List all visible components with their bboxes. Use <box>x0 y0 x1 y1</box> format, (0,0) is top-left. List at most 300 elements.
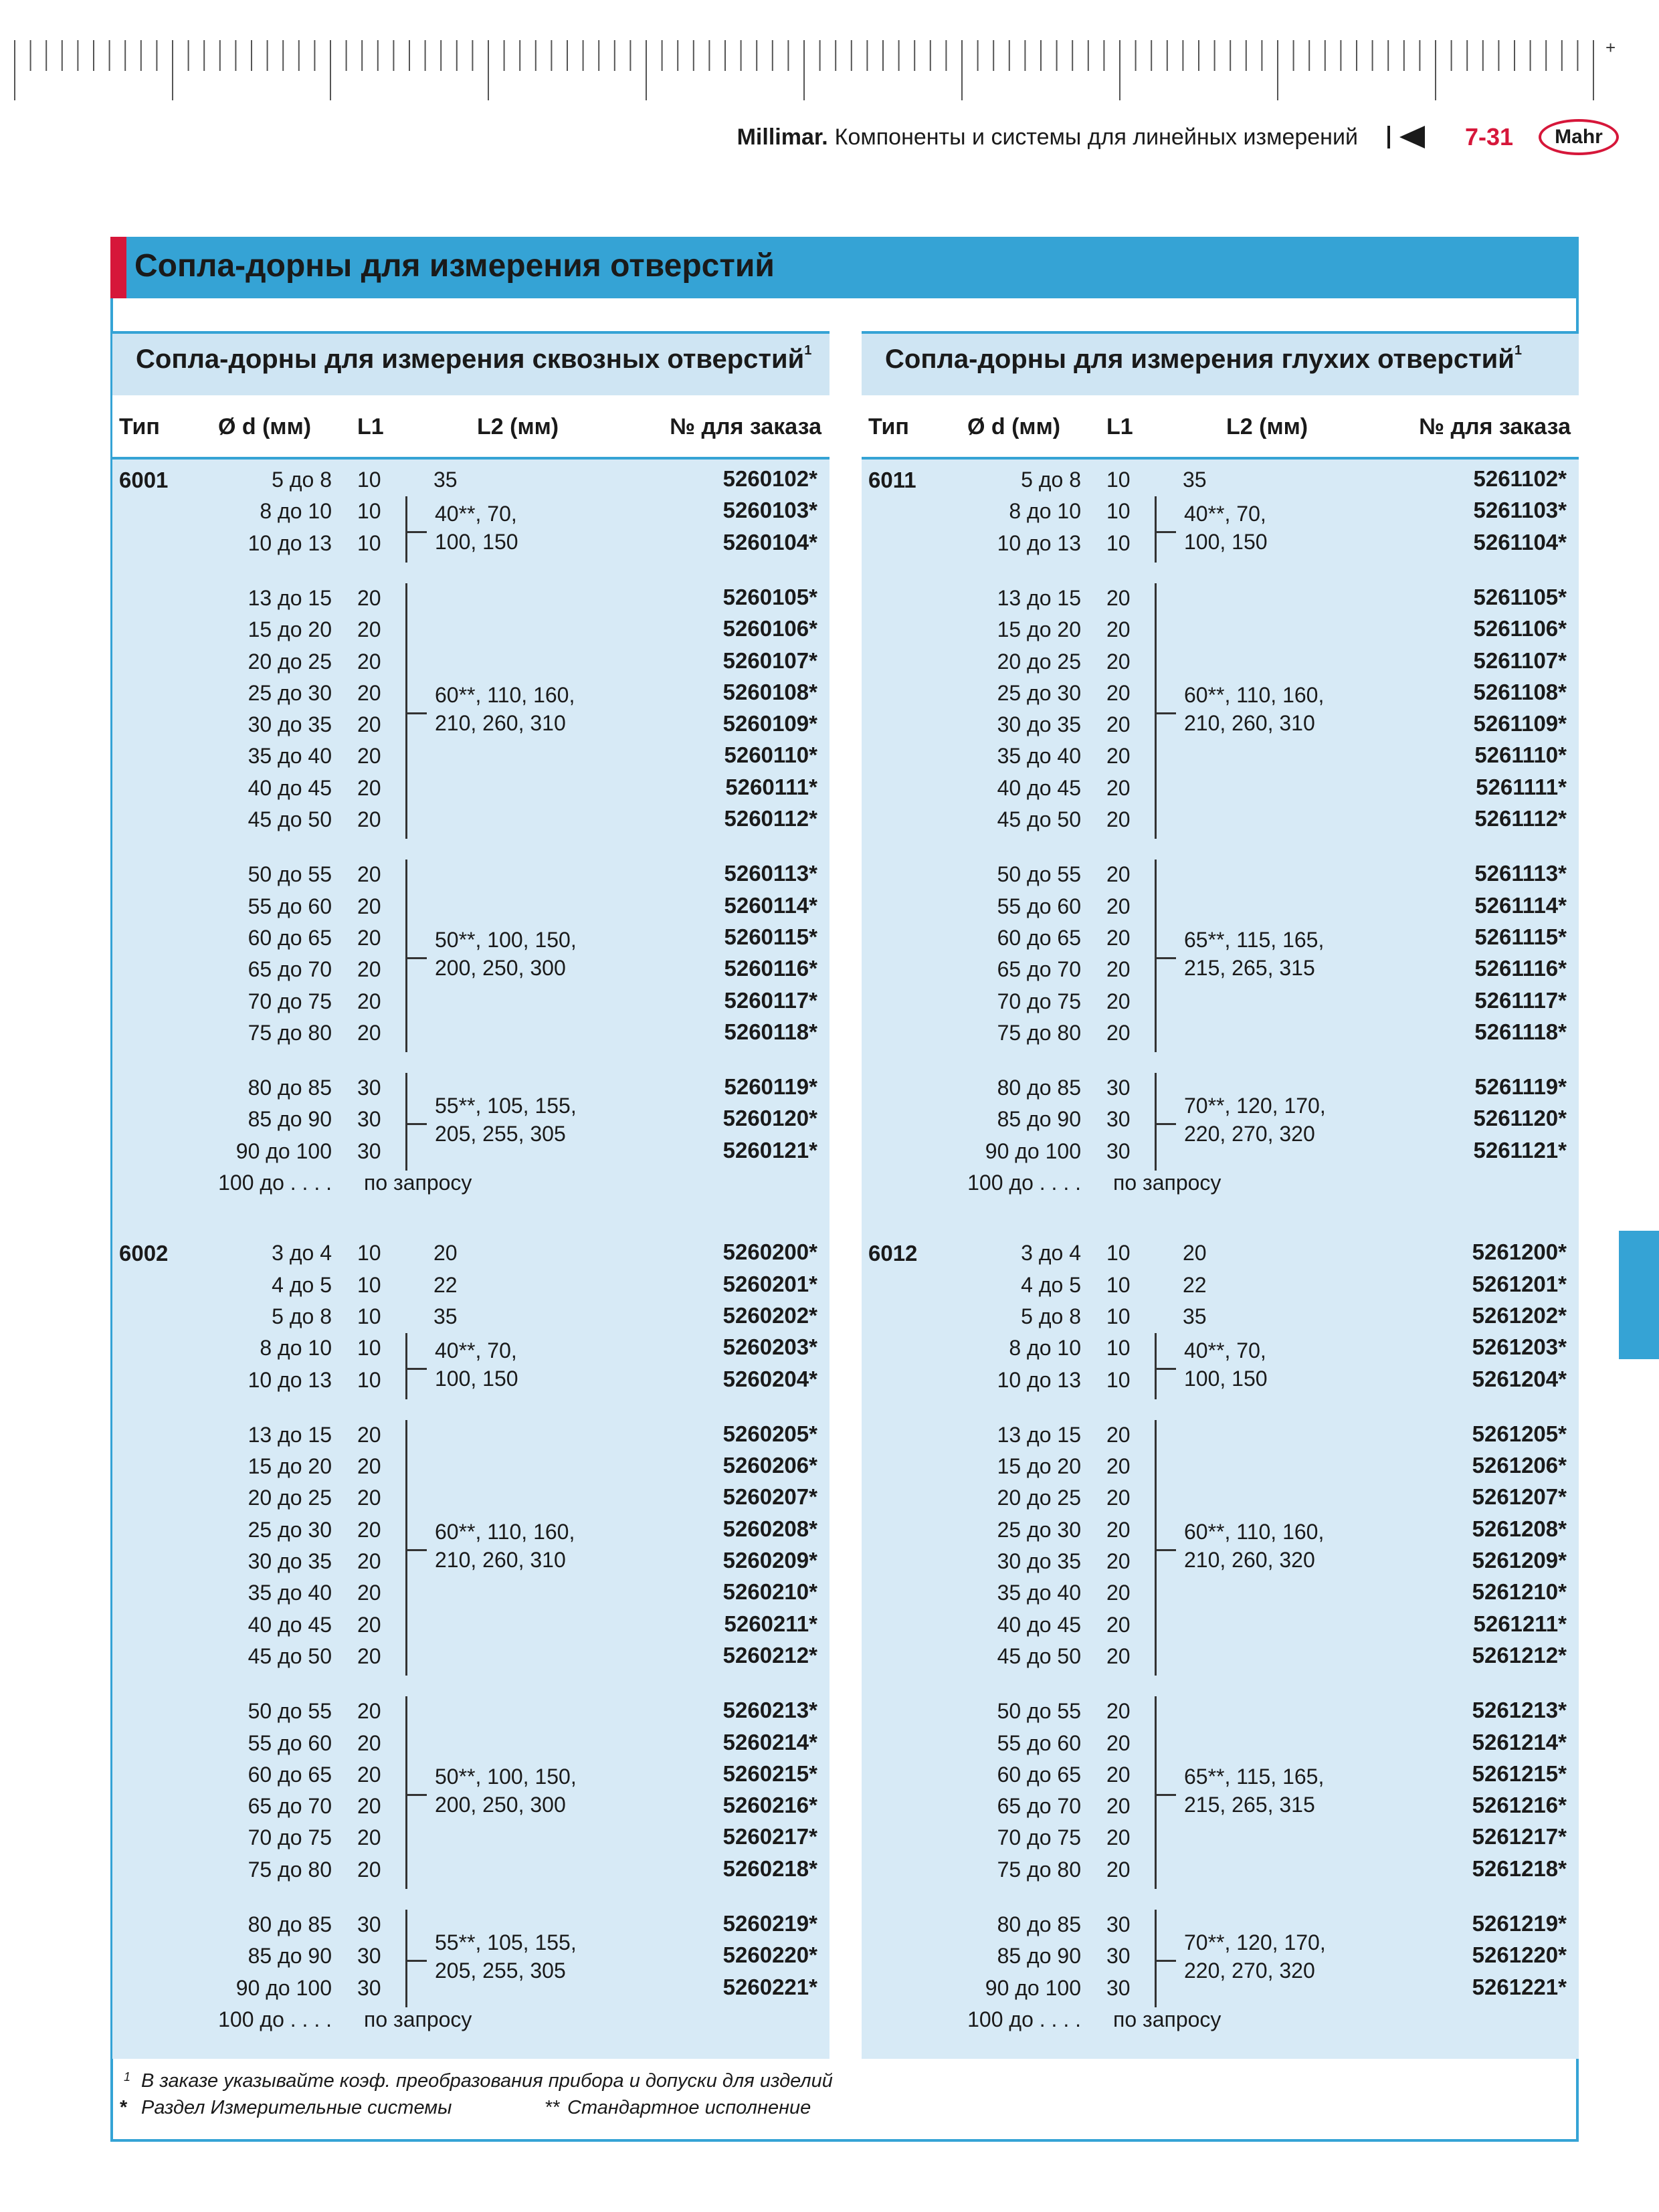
order-number: 5260213* <box>722 1698 817 1723</box>
l2-options: 60**, 110, 160, <box>435 1520 575 1544</box>
bracket-line <box>405 496 407 563</box>
table-row <box>112 617 830 649</box>
order-number: 5261220* <box>1472 1942 1567 1968</box>
bracket-tick <box>1156 957 1176 959</box>
table-row <box>862 1454 1579 1486</box>
order-number: 5260102* <box>722 466 817 491</box>
diameter-range: 8 до 10 <box>1009 499 1081 524</box>
l2-options: 70**, 120, 170, <box>1184 1094 1326 1118</box>
diameter-range: 65 до 70 <box>248 957 332 982</box>
diameter-range: 60 до 65 <box>997 925 1081 950</box>
bracket-tick <box>407 1123 427 1125</box>
l2-value: 35 <box>1183 1304 1207 1328</box>
table-column-headers <box>862 395 1579 460</box>
l1-value: 20 <box>357 617 381 642</box>
header-brand: Millimar. <box>737 124 828 150</box>
diameter-range: 70 до 75 <box>248 989 332 1013</box>
table-row <box>112 1857 830 1889</box>
table-row <box>112 1825 830 1857</box>
l1-value: 20 <box>357 1612 381 1637</box>
bracket-tick <box>407 712 427 714</box>
order-number: 5261219* <box>1472 1911 1567 1936</box>
column-header-l1: L1 <box>1106 414 1133 439</box>
column-header-d: Ø d (мм) <box>218 414 312 439</box>
order-number: 5261106* <box>1473 616 1567 641</box>
diameter-range: 25 до 30 <box>248 1517 332 1542</box>
diameter-range: 25 до 30 <box>997 680 1081 705</box>
l1-value: 20 <box>357 1517 381 1542</box>
diameter-range: 3 до 4 <box>1021 1241 1081 1266</box>
footnote-1 <box>124 2070 130 2094</box>
l2-options: 55**, 105, 155, <box>435 1094 577 1118</box>
l2-options: 55**, 105, 155, <box>435 1930 577 1954</box>
page-header <box>737 114 1619 161</box>
diameter-range: 15 до 20 <box>997 1454 1081 1479</box>
diameter-range: 65 до 70 <box>997 957 1081 982</box>
l1-value: 20 <box>357 1643 381 1668</box>
l1-value: 20 <box>357 1730 381 1755</box>
order-number: 5260210* <box>722 1579 817 1605</box>
order-number: 5260104* <box>722 529 817 555</box>
diameter-range: 70 до 75 <box>997 1825 1081 1850</box>
bracket-line <box>1155 1073 1157 1171</box>
type-label: 6001 <box>119 468 169 492</box>
diameter-range: 25 до 30 <box>997 1517 1081 1542</box>
order-number: 5261109* <box>1473 711 1567 736</box>
diameter-range: 20 до 25 <box>248 649 332 674</box>
l1-value: 30 <box>357 1912 381 1936</box>
l1-value: 20 <box>357 989 381 1013</box>
order-number: 5260108* <box>722 679 817 704</box>
table-row <box>112 1241 830 1272</box>
order-number: 5261210* <box>1472 1579 1567 1605</box>
l1-value: 20 <box>357 1422 381 1447</box>
l1-value: 20 <box>1106 1699 1131 1724</box>
bracket-tick <box>1156 1960 1176 1962</box>
table-heading-label: Сопла-дорны для измерения сквозных отверстий <box>136 344 805 374</box>
l1-value: 10 <box>1106 468 1131 492</box>
order-number: 5260220* <box>722 1942 817 1968</box>
diameter-range: 35 до 40 <box>997 1581 1081 1605</box>
table-heading-text <box>136 344 811 375</box>
order-number: 5260118* <box>724 1019 817 1044</box>
table-column-1 <box>112 331 830 2070</box>
diameter-range: 40 до 45 <box>248 775 332 800</box>
bracket-tick <box>1156 1368 1176 1370</box>
l2-options: 100, 150 <box>1184 1366 1268 1391</box>
header-description: Компоненты и системы для линейных измерений <box>834 124 1358 150</box>
chapter-tab <box>1619 1231 1659 1359</box>
diameter-range: 30 до 35 <box>997 1549 1081 1573</box>
table-heading <box>112 331 830 395</box>
order-number: 5261221* <box>1472 1974 1567 1999</box>
diameter-range: 100 до . . . . <box>967 1171 1081 1195</box>
table-row <box>862 989 1579 1021</box>
l1-value: 20 <box>357 1454 381 1479</box>
l1-value: 20 <box>1106 744 1131 769</box>
l1-value: 10 <box>1106 1304 1131 1328</box>
l2-options: 220, 270, 320 <box>1184 1958 1315 1983</box>
l1-value: 20 <box>1106 925 1131 950</box>
l1-value: 30 <box>357 1944 381 1969</box>
footnote-3-mark: ** <box>545 2097 561 2118</box>
table-row <box>862 1857 1579 1889</box>
order-number: 5261120* <box>1473 1106 1567 1131</box>
diameter-range: 40 до 45 <box>248 1612 332 1637</box>
bracket-tick <box>407 1960 427 1962</box>
l1-value: 20 <box>357 925 381 950</box>
table-row <box>112 649 830 681</box>
l1-value: 30 <box>1106 1138 1131 1163</box>
diameter-range: 20 до 25 <box>248 1486 332 1510</box>
diameter-range: 4 до 5 <box>1021 1272 1081 1297</box>
order-number: 5261121* <box>1473 1137 1567 1163</box>
l2-options: 40**, 70, <box>435 1338 517 1363</box>
order-number: 5260215* <box>722 1761 817 1786</box>
column-header-l2: L2 (мм) <box>1226 414 1308 439</box>
table-row <box>862 1423 1579 1454</box>
table-row <box>862 2007 1579 2039</box>
diameter-range: 100 до . . . . <box>218 1171 332 1195</box>
bracket-line <box>1155 1910 1157 2007</box>
order-number: 5260117* <box>724 987 817 1013</box>
bracket-line <box>405 1073 407 1171</box>
order-number: 5261207* <box>1472 1484 1567 1510</box>
l2-options: 100, 150 <box>435 529 518 554</box>
table-row <box>862 1486 1579 1517</box>
order-number: 5260111* <box>725 774 817 799</box>
table-row <box>112 1454 830 1486</box>
bracket-line <box>405 1910 407 2007</box>
bracket-tick <box>1156 1549 1176 1551</box>
l2-options: 215, 265, 315 <box>1184 1793 1315 1817</box>
l1-value: 20 <box>1106 585 1131 610</box>
table-row <box>862 1825 1579 1857</box>
column-header-l1: L1 <box>357 414 384 439</box>
order-number: 5260217* <box>722 1824 817 1849</box>
diameter-range: 100 до . . . . <box>967 2007 1081 2031</box>
type-label: 6012 <box>868 1241 918 1266</box>
table-row <box>862 1731 1579 1763</box>
diameter-range: 20 до 25 <box>997 1486 1081 1510</box>
l1-value: 20 <box>357 1825 381 1850</box>
diameter-range: 90 до 100 <box>985 1975 1081 2000</box>
l2-options: 40**, 70, <box>1184 1338 1266 1363</box>
order-number: 5260219* <box>722 1911 817 1936</box>
table-heading-text <box>885 344 1522 375</box>
diameter-range: 13 до 15 <box>997 585 1081 610</box>
l2-options: 215, 265, 315 <box>1184 956 1315 981</box>
l1-value: 20 <box>1106 1517 1131 1542</box>
order-number: 5261206* <box>1472 1453 1567 1478</box>
table-heading-sup: 1 <box>804 342 812 358</box>
l2-options: 65**, 115, 165, <box>1184 1765 1325 1789</box>
type-label: 6002 <box>119 1241 169 1266</box>
l2-options: 205, 255, 305 <box>435 1122 566 1146</box>
l2-options: 70**, 120, 170, <box>1184 1930 1326 1954</box>
diameter-range: 65 до 70 <box>997 1794 1081 1819</box>
l1-value: 30 <box>1106 1107 1131 1132</box>
l1-value: 10 <box>1106 499 1131 524</box>
l1-value: 20 <box>1106 989 1131 1013</box>
bracket-line <box>405 1696 407 1889</box>
l2-options: 210, 260, 310 <box>1184 711 1315 736</box>
type-label: 6011 <box>868 468 916 492</box>
order-number: 5261104* <box>1473 529 1567 555</box>
table-row <box>112 776 830 807</box>
l1-value: 20 <box>1106 1486 1131 1510</box>
l1-value: 20 <box>1106 862 1131 887</box>
l1-value: 20 <box>1106 1020 1131 1045</box>
l2-options: 200, 250, 300 <box>435 956 566 981</box>
l2-options: 50**, 100, 150, <box>435 928 577 952</box>
registration-mark-icon: + <box>1605 37 1616 58</box>
table-heading <box>862 331 1579 395</box>
diameter-range: 60 до 65 <box>248 1762 332 1787</box>
order-number: 5261211* <box>1473 1611 1567 1636</box>
order-number: 5260121* <box>722 1137 817 1163</box>
diameter-range: 10 до 13 <box>997 1367 1081 1392</box>
l2-options: 100, 150 <box>435 1366 518 1391</box>
order-number: 5261208* <box>1472 1516 1567 1541</box>
l2-options: 220, 270, 320 <box>1184 1122 1315 1146</box>
table-row <box>862 776 1579 807</box>
l1-value: 20 <box>357 807 381 831</box>
bracket-tick <box>407 957 427 959</box>
diameter-range: 60 до 65 <box>248 925 332 950</box>
order-number: 5260211* <box>724 1611 817 1636</box>
table-row <box>112 1699 830 1730</box>
table-row <box>862 1699 1579 1730</box>
order-number: 5261110* <box>1474 742 1567 768</box>
table-row <box>112 1021 830 1052</box>
table-row <box>862 1581 1579 1612</box>
order-number: 5261205* <box>1472 1421 1567 1446</box>
mahr-logo <box>1539 119 1619 155</box>
order-number: 5261102* <box>1473 466 1567 491</box>
title-accent <box>110 237 126 298</box>
l1-value: 20 <box>1106 712 1131 737</box>
table-row <box>112 894 830 926</box>
diameter-range: 4 до 5 <box>272 1272 332 1297</box>
table-row <box>862 744 1579 775</box>
diameter-range: 15 до 20 <box>997 617 1081 642</box>
diameter-range: 13 до 15 <box>997 1422 1081 1447</box>
l1-value: 20 <box>1106 807 1131 831</box>
l1-value: 20 <box>357 1699 381 1724</box>
diameter-range: 45 до 50 <box>997 807 1081 831</box>
column-header-l2: L2 (мм) <box>477 414 559 439</box>
table-row <box>862 1644 1579 1676</box>
order-number: 5261108* <box>1473 679 1567 704</box>
diameter-range: 35 до 40 <box>248 1581 332 1605</box>
bracket-tick <box>407 1368 427 1370</box>
l2-options: 100, 150 <box>1184 529 1268 554</box>
bracket-tick <box>407 531 427 533</box>
diameter-range: 55 до 60 <box>997 894 1081 918</box>
l1-value: 20 <box>357 744 381 769</box>
bracket-line <box>1155 496 1157 563</box>
l1-value: 20 <box>357 775 381 800</box>
l2-options: 60**, 110, 160, <box>1184 683 1325 708</box>
diameter-range: 65 до 70 <box>248 1794 332 1819</box>
l1-value: 20 <box>1106 957 1131 982</box>
diameter-range: 80 до 85 <box>997 1912 1081 1936</box>
l1-value: 10 <box>357 1336 381 1361</box>
l1-value: 20 <box>357 1549 381 1573</box>
order-number: 5260216* <box>722 1793 817 1818</box>
table-row <box>862 862 1579 894</box>
bracket-line <box>1155 583 1157 839</box>
l1-value: 20 <box>1106 1581 1131 1605</box>
diameter-range: 80 до 85 <box>248 1076 332 1100</box>
l1-value: 20 <box>357 1762 381 1787</box>
diameter-range: 5 до 8 <box>272 1304 332 1328</box>
l2-value: 20 <box>433 1241 458 1266</box>
diameter-range: 45 до 50 <box>248 1643 332 1668</box>
table-row <box>112 989 830 1021</box>
order-number: 5261200* <box>1472 1239 1567 1265</box>
order-number: 5261201* <box>1472 1271 1567 1296</box>
l1-value: 10 <box>1106 1241 1131 1266</box>
bracket-tick <box>1156 1794 1176 1796</box>
table-body <box>862 460 1579 2059</box>
order-number: 5260202* <box>722 1302 817 1328</box>
l1-value: 10 <box>357 1272 381 1297</box>
table-row <box>862 1171 1579 1202</box>
diameter-range: 90 до 100 <box>985 1138 1081 1163</box>
l1-value: 20 <box>1106 1549 1131 1573</box>
table-row <box>862 586 1579 617</box>
order-number: 5260110* <box>724 742 817 768</box>
order-number: 5260207* <box>722 1484 817 1510</box>
l1-value: 20 <box>357 680 381 705</box>
bracket-tick <box>407 1794 427 1796</box>
bracket-tick <box>1156 712 1176 714</box>
order-number: 5261105* <box>1473 584 1567 609</box>
l2-options: 40**, 70, <box>435 501 517 526</box>
l1-value: 10 <box>357 530 381 555</box>
l2-options: 50**, 100, 150, <box>435 1765 577 1789</box>
order-number: 5260200* <box>722 1239 817 1265</box>
order-number: 5261113* <box>1474 861 1567 886</box>
l1-value: 20 <box>1106 680 1131 705</box>
bracket-tick <box>1156 531 1176 533</box>
order-number: 5260105* <box>722 584 817 609</box>
footnote-2-mark: * <box>120 2097 128 2118</box>
table-row <box>112 1304 830 1336</box>
back-arrow-icon <box>1399 126 1425 148</box>
diameter-range: 30 до 35 <box>248 712 332 737</box>
order-number: 5260206* <box>722 1453 817 1478</box>
order-number: 5260205* <box>722 1421 817 1446</box>
diameter-range: 35 до 40 <box>997 744 1081 769</box>
diameter-range: 85 до 90 <box>248 1944 332 1969</box>
l1-value: по запросу <box>364 2007 472 2031</box>
diameter-range: 8 до 10 <box>260 1336 332 1361</box>
column-header-order: № для заказа <box>670 414 821 439</box>
l1-value: 20 <box>357 649 381 674</box>
l1-value: 10 <box>357 1241 381 1266</box>
table-row <box>862 468 1579 499</box>
l2-options: 65**, 115, 165, <box>1184 928 1325 952</box>
diameter-range: 75 до 80 <box>248 1020 332 1045</box>
l2-value: 22 <box>1183 1272 1207 1297</box>
l1-value: по запросу <box>364 1171 472 1195</box>
l1-value: 20 <box>357 957 381 982</box>
order-number: 5261103* <box>1473 498 1567 523</box>
column-header-order: № для заказа <box>1419 414 1571 439</box>
order-number: 5260106* <box>722 616 817 641</box>
diameter-range: 55 до 60 <box>248 894 332 918</box>
table-row <box>112 1423 830 1454</box>
footnote-3-text: Стандартное исполнение <box>567 2097 811 2118</box>
diameter-range: 40 до 45 <box>997 1612 1081 1637</box>
l2-options: 210, 260, 310 <box>435 711 566 736</box>
l1-value: 20 <box>1106 649 1131 674</box>
table-row <box>112 586 830 617</box>
order-number: 5260212* <box>722 1642 817 1668</box>
order-number: 5260112* <box>724 806 817 831</box>
l1-value: 20 <box>357 1794 381 1819</box>
l1-value: 20 <box>357 1581 381 1605</box>
diameter-range: 50 до 55 <box>997 862 1081 887</box>
bracket-tick <box>1156 1123 1176 1125</box>
diameter-range: 70 до 75 <box>248 1825 332 1850</box>
table-row <box>112 1613 830 1644</box>
l1-value: 20 <box>357 712 381 737</box>
table-heading-sup: 1 <box>1514 342 1522 358</box>
table-row <box>862 807 1579 839</box>
l1-value: 20 <box>357 862 381 887</box>
l1-value: 20 <box>1106 1422 1131 1447</box>
diameter-range: 90 до 100 <box>235 1138 332 1163</box>
order-number: 5261209* <box>1472 1548 1567 1573</box>
l1-value: 10 <box>357 499 381 524</box>
order-number: 5261115* <box>1474 924 1567 949</box>
diameter-range: 13 до 15 <box>248 1422 332 1447</box>
l2-value: 35 <box>433 1304 458 1328</box>
footnote-1-mark: 1 <box>124 2070 131 2084</box>
table-row <box>862 1304 1579 1336</box>
order-number: 5260221* <box>722 1974 817 1999</box>
order-number: 5261213* <box>1472 1698 1567 1723</box>
bracket-line <box>1155 860 1157 1052</box>
l1-value: 20 <box>1106 617 1131 642</box>
order-number: 5261204* <box>1472 1366 1567 1391</box>
l2-value: 35 <box>433 468 458 492</box>
l1-value: 20 <box>357 894 381 918</box>
table-row <box>112 862 830 894</box>
table-column-2 <box>862 331 1579 2070</box>
diameter-range: 75 до 80 <box>248 1857 332 1882</box>
l2-options: 60**, 110, 160, <box>435 683 575 708</box>
diameter-range: 45 до 50 <box>997 1643 1081 1668</box>
order-number: 5260208* <box>722 1516 817 1541</box>
table-row <box>862 1241 1579 1272</box>
order-number: 5261118* <box>1474 1019 1567 1044</box>
bracket-line <box>405 860 407 1052</box>
bracket-line <box>405 1420 407 1676</box>
table-row <box>112 468 830 499</box>
order-number: 5260115* <box>724 924 817 949</box>
table-row <box>862 617 1579 649</box>
diameter-range: 30 до 35 <box>997 712 1081 737</box>
l1-value: 30 <box>357 1076 381 1100</box>
diameter-range: 15 до 20 <box>248 617 332 642</box>
table-heading-label: Сопла-дорны для измерения глухих отверстий <box>885 344 1515 374</box>
diameter-range: 40 до 45 <box>997 775 1081 800</box>
